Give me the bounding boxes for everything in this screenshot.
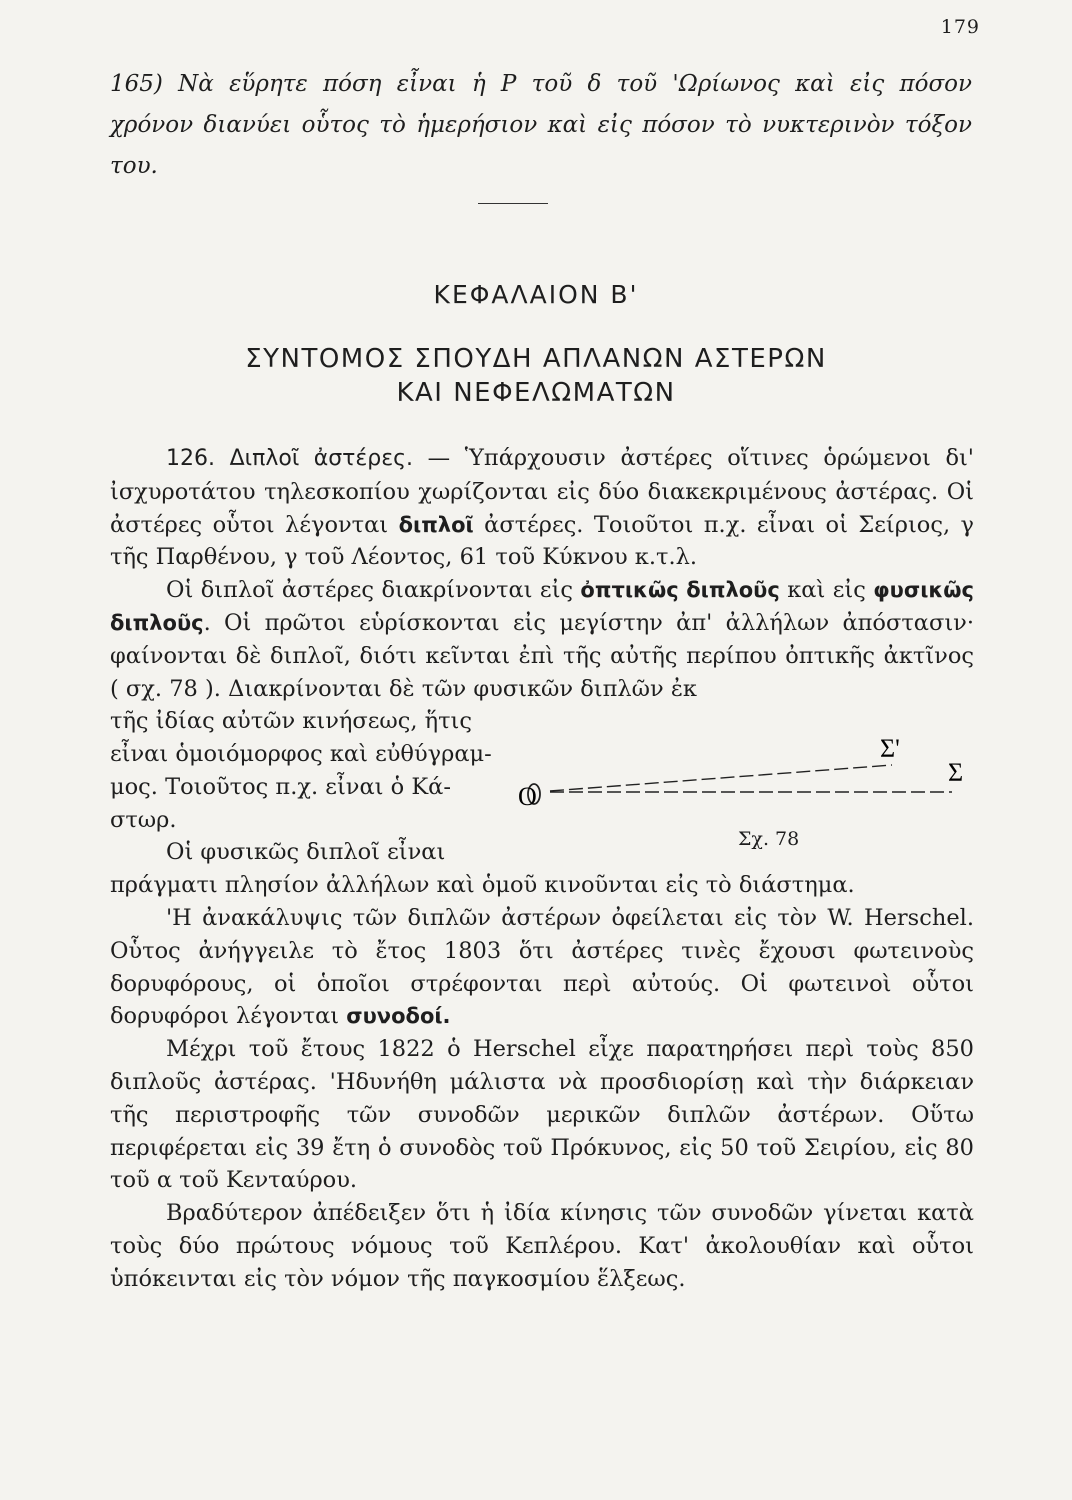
fig-text-line-2: εἶναι ὁμοιόμορφος καὶ εὐθύγραμ- (110, 741, 492, 768)
p1-text-a: — Ὑπάρχουσιν ἀστέρες οἵτινες ὁρώμενοι δι' ἰσχυροτάτου τηλεσκοπίου χωρίζονται εἰς δύο διακεκριμένους ἀστέρας. Οἱ ἀστέρες οὗτοι λέγονται (110, 445, 974, 538)
exercise-line-1: 165) Νὰ εὕρητε πόση εἶναι ἡ P τοῦ δ τοῦ 'Ωρίωνος καὶ εἰς πόσον (110, 71, 972, 97)
section-heading: Διπλοῖ ἀστέρες. (229, 446, 414, 471)
star-1-label: Σ' (880, 734, 900, 764)
p4-text: 'Η ἀνακάλυψις τῶν διπλῶν ἀστέρων ὀφείλεται εἰς τὸν W. Herschel. Οὗτος ἀνήγγειλε τὸ ἔτος 1803 ὅτι ἀστέρες τινὲς ἔχουσι φωτεινοὺς δορυφόρους, οἱ ὁποῖοι στρέφονται περὶ αὐτούς. Οἱ φωτεινοὶ οὗτοι δορυφόροι λέγονται (110, 904, 974, 1030)
paragraph-5: Μέχρι τοῦ ἔτους 1822 ὁ Herschel εἶχε παρατηρήσει περὶ τοὺς 850 διπλοῦς ἀστέρας. 'Ηδυνήθη μάλιστα νὰ προσδιορίσῃ καὶ τὴν διάρκειαν τῆς περιστροφῆς τῶν συνοδῶν μερικῶν διπλῶν ἀστέρων. Οὕτω περιφέρεται εἰς 39 ἔτη ὁ συνοδὸς τοῦ Πρόκυνος, εἰς 50 τοῦ Σειρίου, εἰς 80 τοῦ α τοῦ Κενταύρου. (110, 1036, 974, 1194)
paragraph-6: Βραδύτερον ἀπέδειξεν ὅτι ἡ ἰδία κίνησις τῶν συνοδῶν γίνεται κατὰ τοὺς δύο πρώτους νόμους τοῦ Κεπλέρου. Κατ' ἀκολουθίαν καὶ οὗτοι ὑπόκεινται εἰς τὸν νόμον τῆς παγκοσμίου ἕλξεως. (110, 1200, 974, 1292)
observer-label: O (518, 782, 537, 812)
chapter-title-line-1: ΣΥΝΤΟΜΟΣ ΣΠΟΥΔΗ ΑΠΛΑΝΩΝ ΑΣΤΕΡΩΝ (245, 344, 827, 374)
figure-block (110, 705, 974, 851)
page-number: 179 (940, 16, 980, 38)
term-diploi: διπλοῖ (398, 512, 474, 537)
paragraph-1 (110, 442, 974, 574)
paragraph-4 (110, 902, 974, 1033)
fig-text-line-4: στωρ. (110, 806, 177, 833)
fig-text-line-3: μος. Τοιοῦτος π.χ. εἶναι ὁ Κά- (110, 773, 451, 800)
section-body (110, 442, 974, 1296)
chapter-title (0, 342, 1072, 410)
p2-text-b: καὶ εἰς (779, 577, 874, 604)
fig-text-line-5: Οἱ φυσικῶς διπλοῖ εἶναι (166, 839, 446, 866)
p2-text-c: . Οἱ πρῶτοι εὑρίσκονται εἰς μεγίστην ἀπ' ἀλλήλων ἀπόστασιν· φαίνονται δὲ διπλοῖ, διότι κεῖνται ἐπὶ τῆς αὐτῆς περίπου ὀπτικῆς ἀκτῖνος ( σχ. 78 ). Διακρίνονται δὲ τῶν φυσικῶν διπλῶν ἐκ (110, 609, 974, 702)
exercise-165 (110, 64, 972, 187)
paragraph-3 (110, 836, 974, 869)
figure-side-text (110, 705, 510, 836)
separator-rule (478, 203, 548, 204)
term-synodoi: συνοδοί. (346, 1004, 451, 1029)
figure-78 (520, 699, 980, 839)
section-number: 126. (166, 446, 215, 471)
fig-text-line-1: τῆς ἰδίας αὐτῶν κινήσεως, ἥτις (110, 708, 472, 735)
chapter-label: ΚΕΦΑΛΑΙΟΝ Β' (433, 280, 639, 309)
chapter-title-line-2: ΚΑΙ ΝΕΦΕΛΩΜΑΤΩΝ (396, 378, 676, 408)
star-2-label: Σ (948, 758, 964, 788)
sight-line-upper (550, 765, 892, 791)
term-fysikos: φυσικῶς διπλοῦς (110, 578, 974, 635)
term-optikos: ὀπτικῶς διπλοῦς (580, 578, 780, 603)
figure-caption: Σχ. 78 (738, 828, 800, 851)
p1-text-b: ἀστέρες. Τοιοῦτοι π.χ. εἶναι οἱ Σείριος, γ τῆς Παρθένου, γ τοῦ Λέοντος, 61 τοῦ Κύκνου κ.τ.λ. (110, 511, 974, 571)
paragraph-2 (110, 574, 974, 705)
paragraph-3-cont: πράγματι πλησίον ἀλλήλων καὶ ὁμοῦ κινοῦνται εἰς τὸ διάστημα. (110, 872, 855, 899)
p2-text-a: Οἱ διπλοῖ ἀστέρες διακρίνονται εἰς (166, 577, 581, 604)
figure-78-diagram (520, 699, 980, 839)
exercise-line-2: χρόνον διανύει οὗτος τὸ ἡμερήσιον καὶ εἰς πόσον τὸ νυκτερινὸν τόξον του. (110, 112, 972, 179)
